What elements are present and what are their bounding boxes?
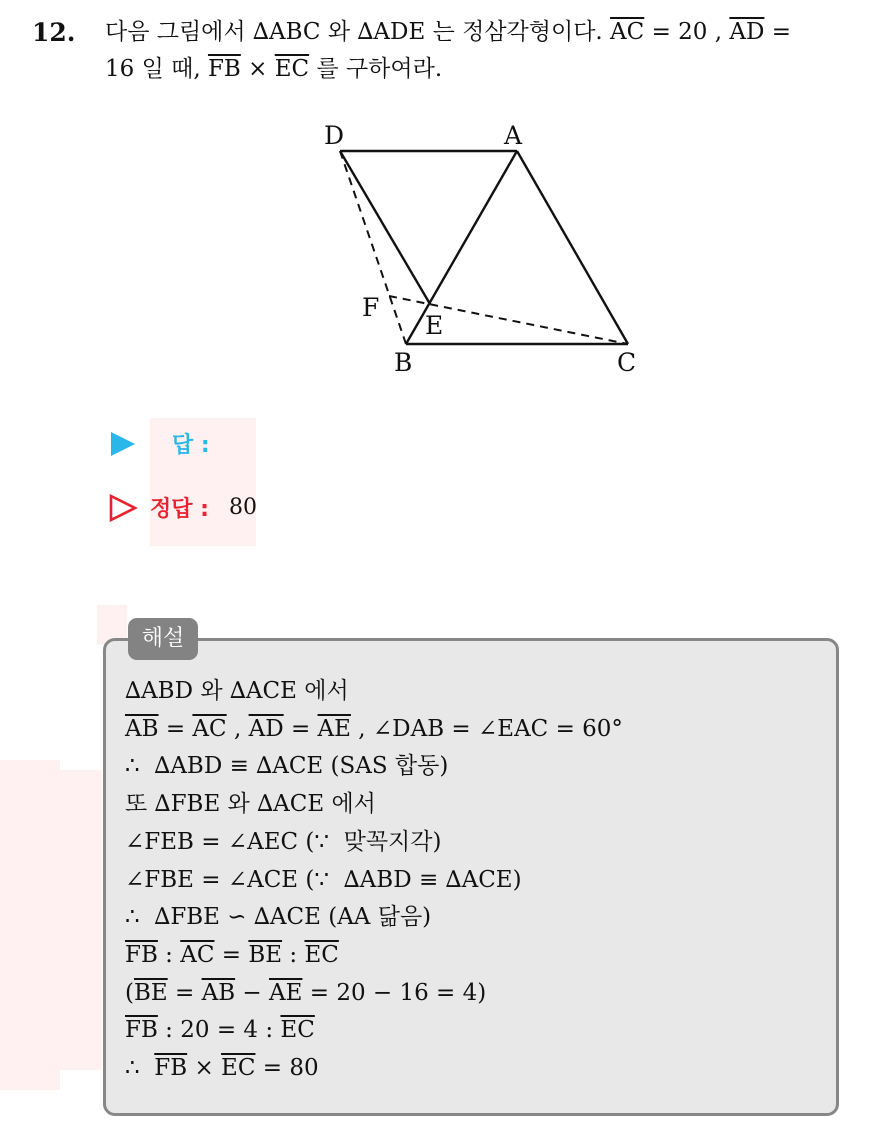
solution-line: ∴ ∆FBE ∽ ∆ACE (AA 닮음)	[125, 904, 432, 931]
correct-answer-label: 정답 :	[150, 497, 209, 522]
point-label-e: E	[425, 311, 444, 340]
solution-line: $\overline{FB}$ : 20 = 4 : $\overline{EC}$	[125, 1017, 315, 1044]
segment-de	[340, 151, 430, 304]
segment-ac	[517, 151, 628, 344]
geometry-figure	[315, 116, 655, 386]
solution-line: $(\overline{BE} = \overline{AB} - \overline{AE} = 20 - 16 = 4)$	[125, 979, 487, 1006]
answer-label: 답 :	[172, 433, 210, 458]
vertex-label-c: C	[617, 348, 637, 377]
solution-line: ∠FEB = ∠AEC (∵ 맞꼭지각)	[125, 828, 442, 855]
segment-ab	[406, 151, 517, 344]
point-label-f: F	[362, 293, 380, 322]
correct-answer-row	[108, 492, 257, 523]
background-decoration	[0, 760, 60, 1090]
solution-line: $\overline{FB}$ : $\overline{AC} = \overline{BE}$ : $\overline{EC}$	[125, 941, 339, 968]
answer-row	[108, 428, 210, 459]
problem-number: 12.	[32, 18, 76, 47]
solution-line: 또 ∆FBE 와 ∆ACE 에서	[125, 791, 376, 818]
problem-statement	[32, 14, 868, 88]
solution-line: ∴ $\overline{FB} \times \overline{EC} = 80$	[125, 1055, 319, 1082]
play-triangle-icon	[108, 430, 138, 458]
solution-line: ∴ ∆ABD ≡ ∆ACE (SAS 합동)	[125, 753, 449, 780]
solution-tag: 해설	[128, 618, 198, 660]
solution-lines	[125, 673, 825, 1088]
background-decoration	[60, 770, 102, 1070]
correct-answer-value: 80	[228, 495, 257, 520]
vertex-label-a: A	[504, 121, 523, 150]
problem-text: 다음 그림에서 ∆ABC 와 ∆ADE 는 정삼각형이다. $\overline{AC} = 20$ , $\overline{AD}$ = 16 일 때, $\overline{FB} \times \overline{EC}$ 를 구하여라.	[105, 19, 792, 82]
vertex-label-d: D	[324, 121, 345, 150]
vertex-label-b: B	[394, 348, 413, 377]
solution-line: ∠FBE = ∠ACE (∵ ∆ABD ≡ ∆ACE)	[125, 866, 522, 893]
solution-line: ∆ABD 와 ∆ACE 에서	[125, 678, 349, 704]
solution-line: $\overline{AB} = \overline{AC}$ , $\overline{AD} = \overline{AE}$ , ∠DAB = ∠EAC = 60°	[125, 715, 623, 742]
outline-triangle-icon	[108, 494, 138, 522]
